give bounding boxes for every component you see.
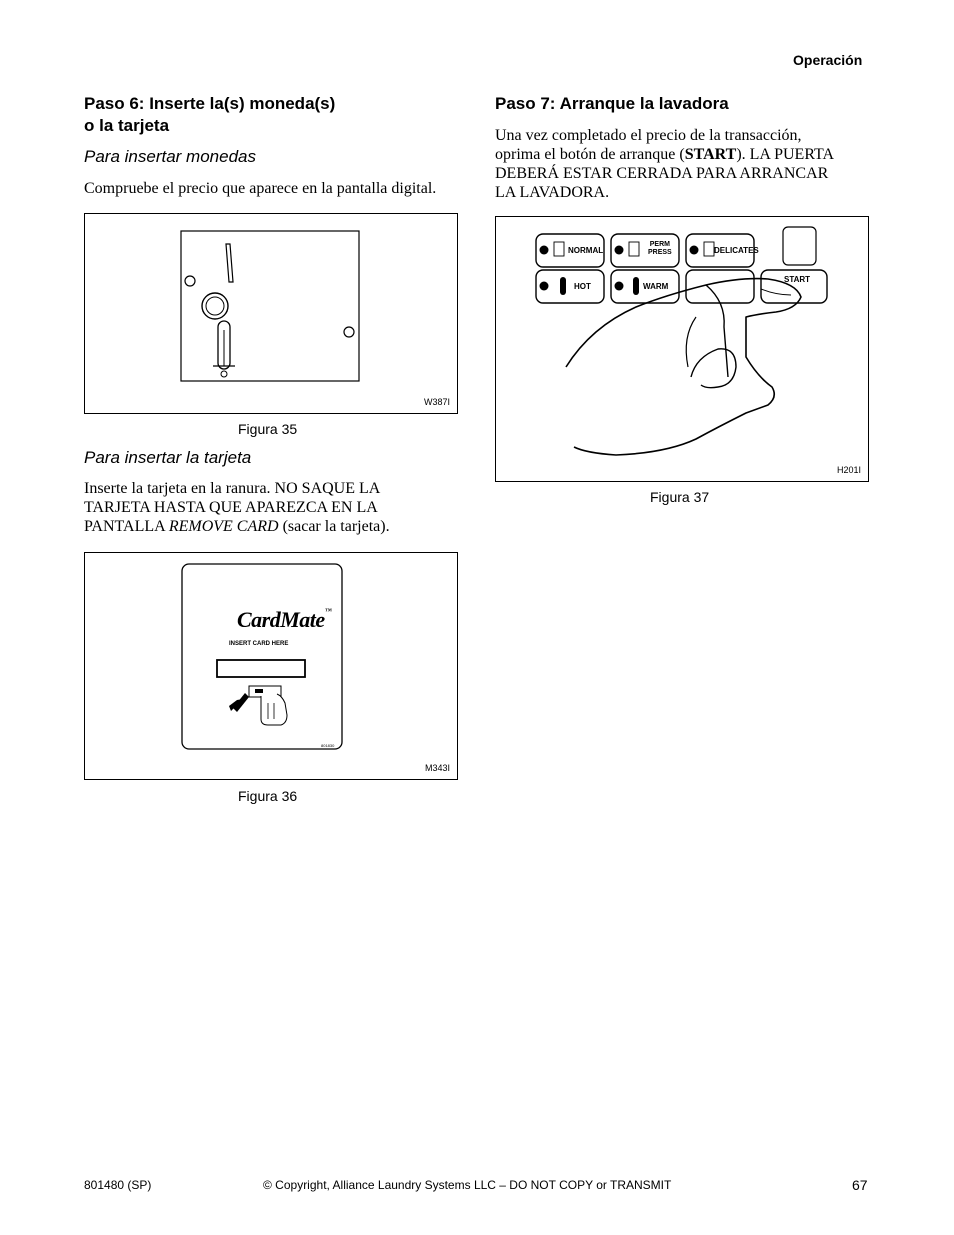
coin-slot-illustration: [85, 214, 457, 413]
step6-title: [84, 93, 335, 137]
start-button-label: START: [784, 275, 811, 284]
paragraph-card-line1: Inserte la tarjeta en la ranura. NO SAQUE LA: [84, 480, 381, 497]
figure-35-code: W387I: [423, 397, 450, 407]
figure-37: [495, 216, 869, 482]
press-label: PRESS: [648, 249, 672, 256]
page-number: 67: [852, 1177, 868, 1193]
paragraph-card-text-end: (sacar la tarjeta).: [278, 518, 390, 535]
card-reader-code: 801830: [321, 743, 335, 748]
figure-37-code: H201I: [836, 465, 861, 475]
control-panel-illustration: [496, 217, 868, 481]
paragraph-card-line2: TARJETA HASTA QUE APAREZCA EN LA: [84, 499, 378, 516]
subheading-coins: Para insertar monedas: [84, 147, 256, 166]
paragraph-card-line3: [84, 517, 390, 536]
paragraph-start-line4: LA LAVADORA.: [495, 184, 610, 201]
start-term: START: [684, 146, 737, 163]
card-reader-illustration: [85, 553, 457, 779]
paragraph-start-line3: DEBERÁ ESTAR CERRADA PARA ARRANCAR: [495, 165, 829, 182]
remove-card-term: REMOVE CARD: [168, 518, 279, 535]
running-header: Operación: [793, 52, 863, 68]
subheading-card: Para insertar la tarjeta: [84, 448, 252, 467]
hot-button-label: HOT: [574, 282, 591, 291]
normal-button-label: NORMAL: [568, 246, 604, 255]
delicates-button-label: DELICATES: [714, 246, 759, 255]
paragraph-start: [495, 126, 834, 202]
figure-37-caption: Figura 37: [650, 489, 710, 505]
step7-title: Paso 7: Arranque la lavadora: [495, 94, 729, 113]
paragraph-card: [84, 479, 390, 536]
figure-36: [84, 552, 458, 780]
figure-36-code: M343I: [424, 763, 450, 773]
figure-35: [84, 213, 458, 414]
paragraph-start-text-end: ). LA PUERTA: [736, 146, 835, 163]
paragraph-start-text: oprima el botón de arranque (: [495, 146, 685, 163]
warm-button-label: WARM: [643, 282, 669, 291]
footer-doc-number: 801480 (SP): [84, 1178, 152, 1192]
step6-title-line1: Paso 6: Inserte la(s) moneda(s): [84, 94, 336, 113]
insert-card-label: INSERT CARD HERE: [229, 641, 289, 647]
perm-label: PERM: [649, 241, 670, 248]
step6-title-line2: o la tarjeta: [84, 116, 170, 135]
paragraph-card-text: PANTALLA: [84, 518, 169, 535]
paragraph-start-line1: Una vez completado el precio de la transacción,: [495, 127, 802, 144]
figure-35-caption: Figura 35: [238, 421, 298, 437]
paragraph-start-line2: [495, 145, 834, 164]
perm-press-button-label: [648, 241, 672, 257]
figure-36-caption: Figura 36: [238, 788, 298, 804]
footer-copyright: © Copyright, Alliance Laundry Systems LLC – DO NOT COPY or TRANSMIT: [263, 1178, 672, 1192]
paragraph-coins: Compruebe el precio que aparece en la pantalla digital.: [84, 180, 437, 197]
cardmate-logo: CardMate™: [237, 607, 332, 632]
